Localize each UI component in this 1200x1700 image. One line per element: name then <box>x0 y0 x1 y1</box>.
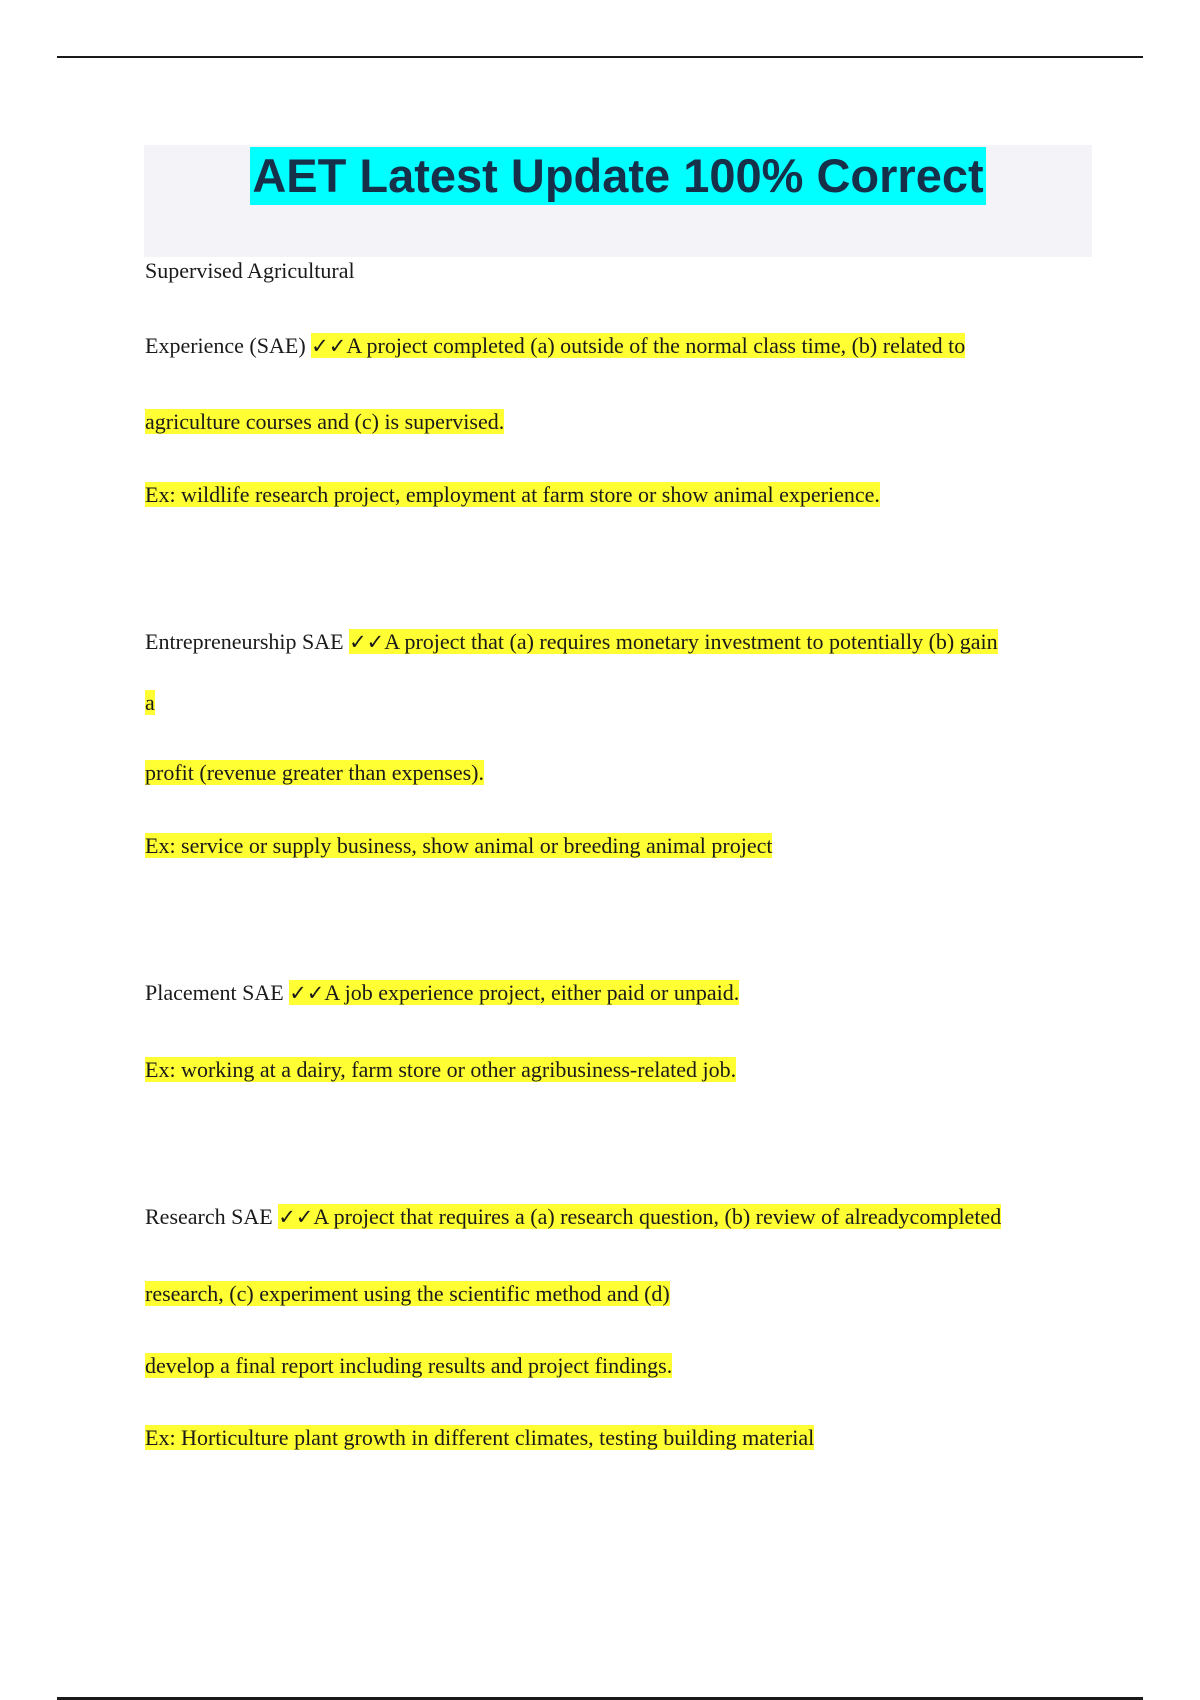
entry-1-definition-line1: ✓✓A project completed (a) outside of the normal class time, (b) related to <box>311 333 966 358</box>
title-banner <box>144 145 1092 257</box>
entry-4-example: Ex: Horticulture plant growth in different climates, testing building material <box>145 1425 815 1450</box>
double-check-icon: ✓✓ <box>289 981 325 1005</box>
header-rule <box>57 56 1143 58</box>
entry-3-first-line <box>145 978 739 1008</box>
entry-2-definition-line3: profit (revenue greater than expenses). <box>145 760 485 785</box>
entry-3-example: Ex: working at a dairy, farm store or other agribusiness-related job. <box>145 1057 737 1082</box>
document-title: AET Latest Update 100% Correct <box>250 147 985 205</box>
double-check-icon: ✓✓ <box>278 1205 314 1229</box>
entry-4-first-line <box>145 1202 1001 1232</box>
entry-1-definition-line2: agriculture courses and (c) is supervised. <box>145 409 505 434</box>
entry-2-example: Ex: service or supply business, show animal or breeding animal project <box>145 833 773 858</box>
entry-1-example: Ex: wildlife research project, employment at farm store or show animal experience. <box>145 482 880 507</box>
entry-4-definition-line3: develop a final report including results and project findings. <box>145 1353 673 1378</box>
entry-2-first-line <box>145 627 998 657</box>
entry-2-definition-line1: ✓✓A project that (a) requires monetary investment to potentially (b) gain <box>349 629 998 654</box>
entry-1-first-line <box>145 331 965 361</box>
entry-4-term: Research SAE <box>145 1204 273 1229</box>
entry-3-term: Placement SAE <box>145 980 284 1005</box>
entry-4-definition-line1: ✓✓A project that requires a (a) research question, (b) review of alreadycompleted <box>278 1204 1002 1229</box>
entry-3-definition-line1: ✓✓A job experience project, either paid or unpaid. <box>289 980 740 1005</box>
entry-4-definition-line2: research, (c) experiment using the scientific method and (d) <box>145 1281 670 1306</box>
entry-1-term-line1: Supervised Agricultural <box>145 258 355 283</box>
double-check-icon: ✓✓ <box>311 334 347 358</box>
entry-1-term: Experience (SAE) <box>145 333 306 358</box>
double-check-icon: ✓✓ <box>349 630 385 654</box>
entry-2-definition-line2: a <box>145 690 155 715</box>
entry-2-term: Entrepreneurship SAE <box>145 629 344 654</box>
